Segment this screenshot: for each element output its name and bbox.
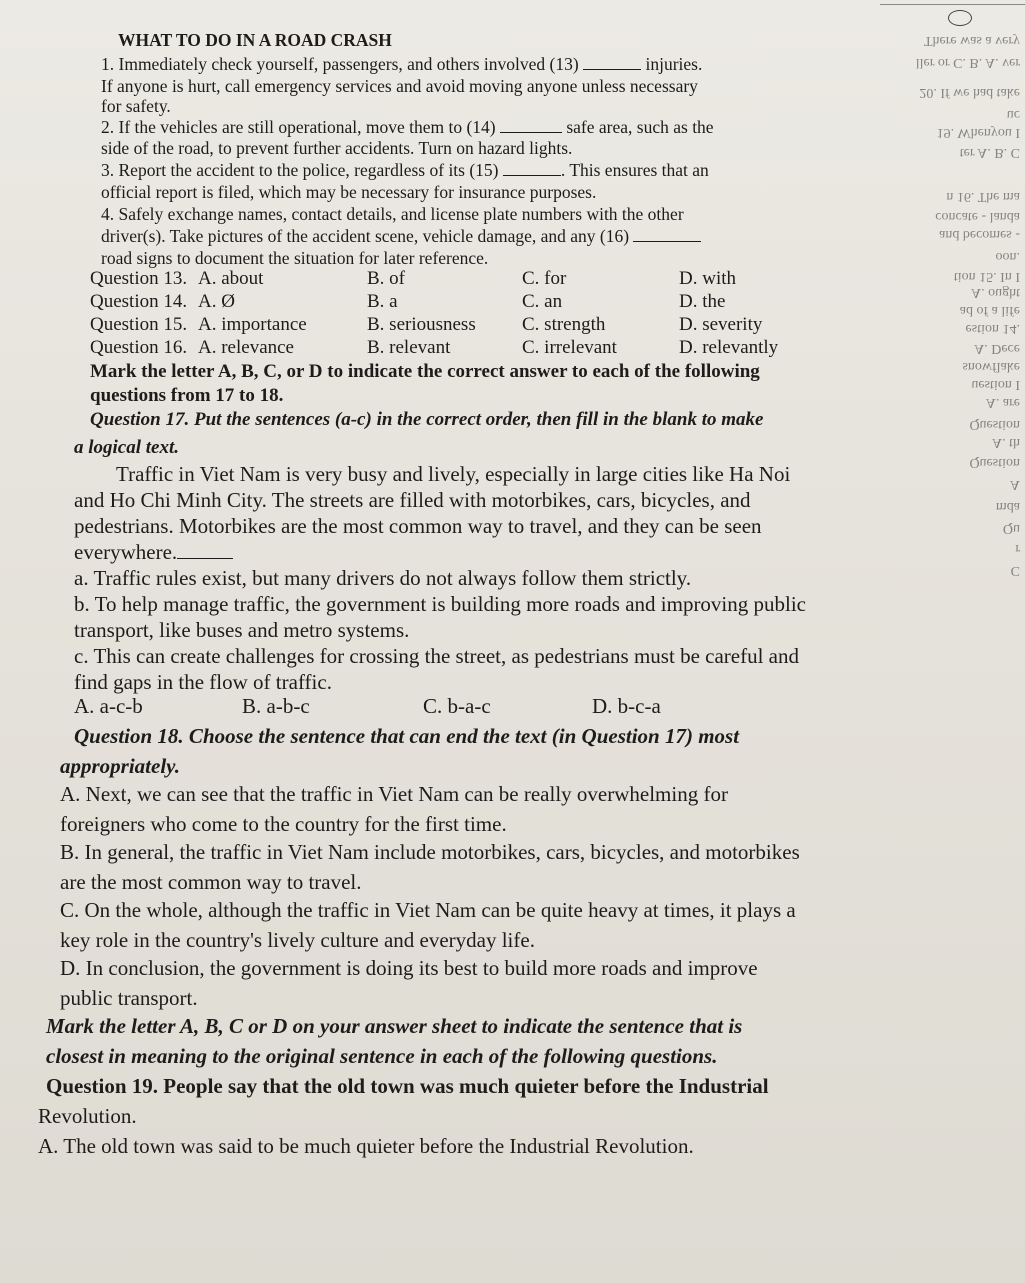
ghost-line: uc xyxy=(1006,107,1020,122)
q18-option-c[interactable]: C. On the whole, although the traffic in Viet Nam can be quite heavy at times, it plays a xyxy=(60,898,796,922)
q13-option-a[interactable]: A. about xyxy=(198,268,264,289)
q17-sentence-b: b. To help manage traffic, the government is building more roads and improving public xyxy=(74,592,807,616)
instruction-17-18: Mark the letter A, B, C, or D to indicate the correct answer to each of the following xyxy=(90,361,760,382)
answer-blank-15[interactable] xyxy=(503,174,561,176)
instruction-19: closest in meaning to the original sentence in each of the following questions. xyxy=(46,1044,718,1068)
answer-blank-13[interactable] xyxy=(583,68,641,70)
passage-heading: WHAT TO DO IN A ROAD CRASH xyxy=(118,30,392,50)
answer-blank-14[interactable] xyxy=(500,131,562,133)
ghost-line: and becomes - xyxy=(939,227,1020,242)
q17-text: everywhere. xyxy=(74,540,178,564)
ghost-line: Question xyxy=(969,455,1020,470)
q18-option-d[interactable]: public transport. xyxy=(60,986,198,1010)
ghost-line: A. th xyxy=(992,435,1020,450)
question-19-prompt: Revolution. xyxy=(38,1104,137,1128)
passage-line: 4. Safely exchange names, contact details, and license plate numbers with the other xyxy=(101,204,684,224)
q18-option-d[interactable]: D. In conclusion, the government is doing its best to build more roads and improve xyxy=(60,956,758,980)
q13-option-d[interactable]: D. with xyxy=(679,268,736,289)
ghost-line: tion 15. In I xyxy=(953,269,1020,284)
q17-option-c[interactable]: C. b-a-c xyxy=(423,694,491,718)
answer-blank-16[interactable] xyxy=(633,240,701,242)
question-18-prompt: appropriately. xyxy=(60,754,180,778)
q16-option-c[interactable]: C. irrelevant xyxy=(522,337,617,358)
q14-option-c[interactable]: C. an xyxy=(522,291,563,312)
q17-sentence-c: c. This can create challenges for crossing the street, as pedestrians must be careful and xyxy=(74,644,799,668)
question-19-prompt: Question 19. People say that the old town was much quieter before the Industrial xyxy=(46,1074,769,1098)
answer-blank-17[interactable] xyxy=(177,557,233,559)
passage-line: for safety. xyxy=(101,96,171,116)
passage-line: side of the road, to prevent further accidents. Turn on hazard lights. xyxy=(101,138,573,158)
passage-line: road signs to document the situation for later reference. xyxy=(101,248,489,268)
passage-text: 2. If the vehicles are still operational, move them to (14) xyxy=(101,117,496,137)
ghost-line: 19. Whenyou I xyxy=(936,125,1020,140)
q15-option-b[interactable]: B. seriousness xyxy=(367,314,476,335)
question-16-label: Question 16. xyxy=(90,337,188,358)
ghost-line: A xyxy=(1009,477,1020,492)
q16-option-d[interactable]: D. relevantly xyxy=(679,337,779,358)
ghost-line: A. ought xyxy=(971,285,1020,300)
ghost-line: n 16. The ma xyxy=(946,189,1020,204)
ghost-line: snowflake xyxy=(962,359,1020,374)
passage-text: injuries. xyxy=(645,54,703,74)
q16-option-b[interactable]: B. relevant xyxy=(367,337,451,358)
q15-option-d[interactable]: D. severity xyxy=(679,314,763,335)
q17-text-line: pedestrians. Motorbikes are the most common way to travel, and they can be seen xyxy=(74,514,762,538)
ghost-line: concate - landa xyxy=(935,209,1020,224)
q15-option-a[interactable]: A. importance xyxy=(198,314,307,335)
q18-option-a[interactable]: foreigners who come to the country for the first time. xyxy=(60,812,507,836)
passage-text: driver(s). Take pictures of the accident scene, vehicle damage, and any (16) xyxy=(101,226,630,246)
question-14-label: Question 14. xyxy=(90,291,188,312)
ghost-line: 20. If we had take xyxy=(919,85,1020,100)
q17-text-line: and Ho Chi Minh City. The streets are filled with motorbikes, cars, bicycles, and xyxy=(74,488,751,512)
q17-sentence-b: transport, like buses and metro systems. xyxy=(74,618,410,642)
q17-text-line xyxy=(74,540,233,565)
ghost-line: A. are xyxy=(985,395,1020,410)
q18-option-c[interactable]: key role in the country's lively culture and everyday life. xyxy=(60,928,535,952)
ghost-line: C xyxy=(1010,563,1020,578)
ghost-line: A. Dece xyxy=(974,341,1020,356)
q17-sentence-c: find gaps in the flow of traffic. xyxy=(74,670,332,694)
ghost-line: estion 14. xyxy=(965,321,1020,336)
ghost-line: oon. xyxy=(995,249,1020,264)
q14-option-b[interactable]: B. a xyxy=(367,291,398,312)
q18-option-b[interactable]: are the most common way to travel. xyxy=(60,870,362,894)
ghost-line: mda xyxy=(995,499,1020,514)
q18-option-b[interactable]: B. In general, the traffic in Viet Nam include motorbikes, cars, bicycles, and motorbikes xyxy=(60,840,800,864)
ghost-line: There was a very xyxy=(923,33,1020,48)
ghost-line: Question xyxy=(969,417,1020,432)
passage-line xyxy=(101,160,709,181)
ghost-line: r xyxy=(1015,541,1020,556)
q17-text-line: Traffic in Viet Nam is very busy and lively, especially in large cities like Ha Noi xyxy=(116,462,791,486)
ghost-line: ad of a life xyxy=(959,303,1020,318)
passage-line: official report is filed, which may be necessary for insurance purposes. xyxy=(101,182,597,202)
passage-line: If anyone is hurt, call emergency services and avoid moving anyone unless necessary xyxy=(101,76,698,96)
instruction-19: Mark the letter A, B, C or D on your answer sheet to indicate the sentence that is xyxy=(46,1014,743,1038)
q14-option-d[interactable]: D. the xyxy=(679,291,726,312)
question-13-label: Question 13. xyxy=(90,268,188,289)
ghost-line: ller or C. B. A. ver xyxy=(915,55,1020,70)
ghost-line: ter A. B. C xyxy=(959,145,1020,160)
q17-sentence-a: a. Traffic rules exist, but many drivers do not always follow them strictly. xyxy=(74,566,692,590)
q13-option-c[interactable]: C. for xyxy=(522,268,567,289)
q18-option-a[interactable]: A. Next, we can see that the traffic in Viet Nam can be really overwhelming for xyxy=(60,782,728,806)
q17-option-a[interactable]: A. a-c-b xyxy=(74,694,143,718)
q13-option-b[interactable]: B. of xyxy=(367,268,405,289)
q17-option-d[interactable]: D. b-c-a xyxy=(592,694,661,718)
question-18-prompt: Question 18. Choose the sentence that can end the text (in Question 17) most xyxy=(74,724,740,748)
bleed-through-text xyxy=(866,14,1025,614)
passage-text: safe area, such as the xyxy=(566,117,714,137)
q19-option-a[interactable]: A. The old town was said to be much quieter before the Industrial Revolution. xyxy=(38,1134,694,1158)
question-17-prompt: Question 17. Put the sentences (a-c) in the correct order, then fill in the blank to make xyxy=(90,409,764,430)
q17-option-b[interactable]: B. a-b-c xyxy=(242,694,310,718)
instruction-17-18: questions from 17 to 18. xyxy=(90,385,284,406)
question-15-label: Question 15. xyxy=(90,314,188,335)
q15-option-c[interactable]: C. strength xyxy=(522,314,606,335)
passage-line xyxy=(101,117,714,138)
q16-option-a[interactable]: A. relevance xyxy=(198,337,294,358)
passage-text: 1. Immediately check yourself, passengers, and others involved (13) xyxy=(101,54,579,74)
passage-line xyxy=(101,226,701,247)
bleed-line xyxy=(880,4,1025,5)
question-17-prompt: a logical text. xyxy=(74,437,180,458)
q14-option-a[interactable]: A. Ø xyxy=(198,291,235,312)
ghost-line: Qu xyxy=(1002,521,1020,536)
passage-text: 3. Report the accident to the police, regardless of its (15) xyxy=(101,160,499,180)
passage-line xyxy=(101,54,702,75)
passage-text: . This ensures that an xyxy=(560,160,709,180)
ghost-line: uestion I xyxy=(971,377,1020,392)
